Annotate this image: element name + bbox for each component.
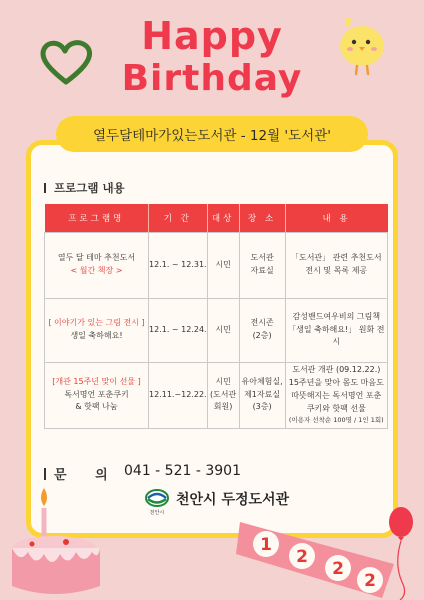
city-logo-icon <box>144 488 170 516</box>
program-target: 시민 <box>207 232 239 298</box>
program-target: 시민 (도서관 회원) <box>207 362 239 428</box>
library-name: 천안시 두정도서관 <box>176 492 290 508</box>
program-target: 시민 <box>207 298 239 362</box>
program-place: 유아체험실, 제1자료실 (3층) <box>239 362 285 428</box>
header-period: 기 간 <box>149 204 208 232</box>
theme-banner: 열두달테마가있는도서관 - 12월 '도서관' <box>56 116 368 152</box>
program-content: 도서관 개관 (09.12.22.) 15주년을 맞아 몸도 마음도 따뜻해지는 독서명언 포춘 쿠키와 핫팩 선물 (이용자 선착순 100명 / 1인 1회) <box>285 362 387 428</box>
program-name: [개관 15주년 맞이 선물 ] 독서명언 포춘쿠키 & 핫팩 나눔 <box>45 362 149 428</box>
chick-icon <box>330 14 394 78</box>
program-content: 「도서관」 관련 추천도서 전시 및 목록 제공 <box>285 232 387 298</box>
title-birthday: Birthday <box>121 58 303 99</box>
ribbon-digit: 1 <box>260 535 272 555</box>
program-place: 도서관 자료실 <box>239 232 285 298</box>
balloon-icon <box>384 504 418 600</box>
table-row <box>45 298 388 362</box>
table-header-row <box>45 204 388 232</box>
program-name: 열두 달 테마 추천도서 < 월간 책장 > <box>45 232 149 298</box>
header-target: 대상 <box>207 204 239 232</box>
contact-phone: 041 - 521 - 3901 <box>124 463 241 479</box>
table-row <box>45 362 388 428</box>
date-ribbon <box>236 514 396 600</box>
program-place: 전시존 (2층) <box>239 298 285 362</box>
program-period: 12.1. ~ 12.24. <box>149 298 208 362</box>
header-place: 장 소 <box>239 204 285 232</box>
header-content: 내 용 <box>285 204 387 232</box>
contact-label: 문 의 <box>44 464 120 483</box>
title-happy: Happy <box>141 14 283 58</box>
table-row <box>45 232 388 298</box>
program-period: 12.11.~12.22. <box>149 362 208 428</box>
program-content: 감성밴드여우비의 그림책 「생일 축하해요!」 원화 전시 <box>285 298 387 362</box>
ribbon-digit: 2 <box>332 559 344 579</box>
program-table <box>44 204 388 429</box>
section-heading <box>44 180 125 196</box>
cake-icon <box>8 474 104 600</box>
ribbon-digit: 2 <box>364 571 376 591</box>
heading-bar <box>44 183 46 193</box>
program-period: 12.1. ~ 12.31. <box>149 232 208 298</box>
ribbon-digit: 2 <box>296 547 308 567</box>
header-program: 프로그램명 <box>45 204 149 232</box>
logo-caption: 천안시 <box>149 510 165 516</box>
section-title: 프로그램 내용 <box>54 181 125 195</box>
program-name: [ 이야기가 있는 그림 전시 ] 생일 축하해요! <box>45 298 149 362</box>
